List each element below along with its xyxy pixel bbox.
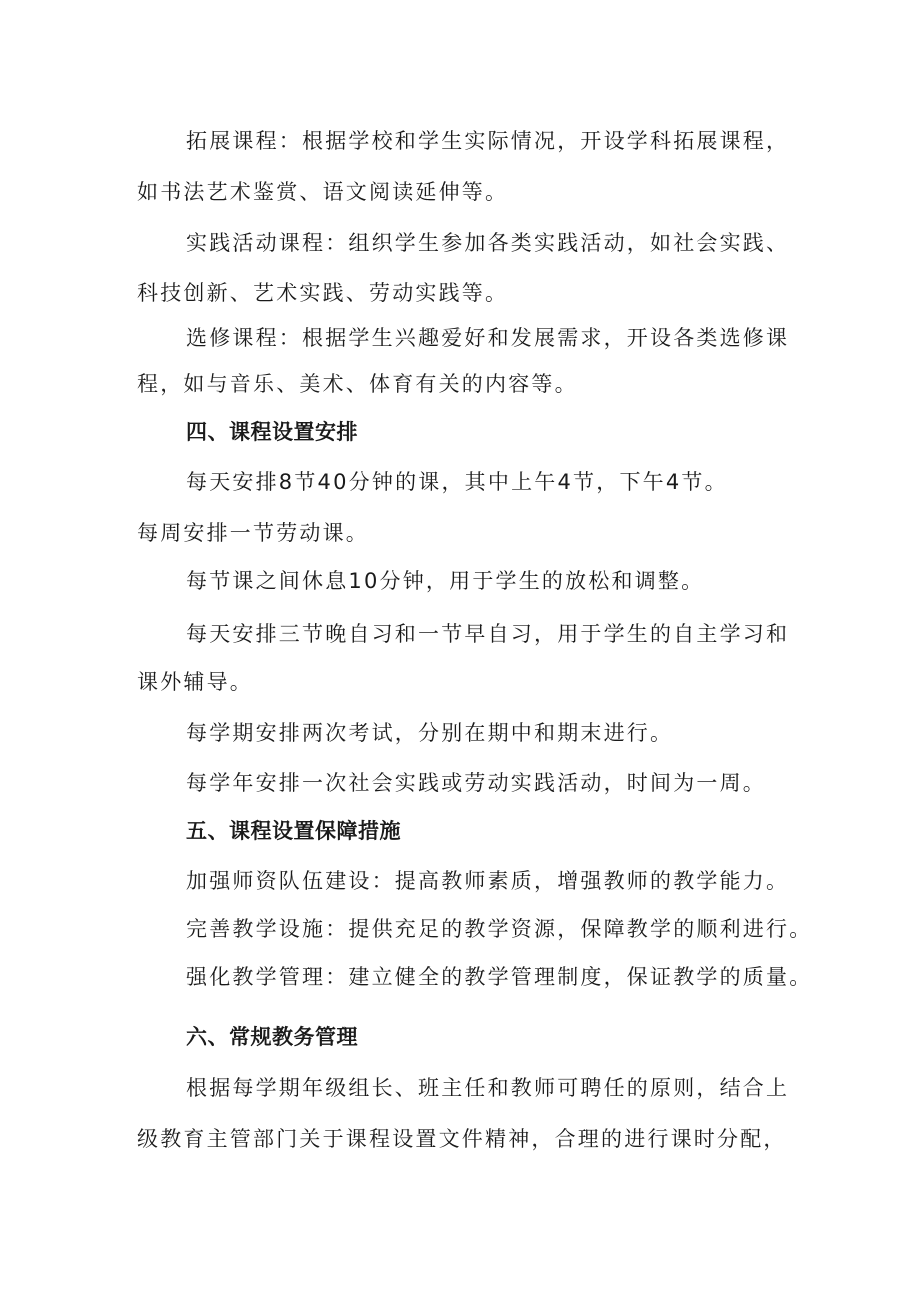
section-4-line: 课外辅导。 — [137, 670, 253, 694]
section-6-line: 根据每学期年级组长、班主任和教师可聘任的原则，结合上 — [186, 1076, 790, 1100]
section-6-heading: 六、常规教务管理 — [186, 1025, 358, 1049]
section-4-line: 每学年安排一次社会实践或劳动实践活动，时间为一周。 — [186, 771, 766, 795]
section-4-line: 每周安排一节劳动课。 — [137, 521, 369, 545]
section-4-line: 每天安排8节40分钟的课，其中上午4节，下午4节。 — [186, 470, 728, 494]
section-5-line: 完善教学设施：提供充足的教学资源，保障教学的顺利进行。 — [186, 917, 813, 941]
section-4-heading: 四、课程设置安排 — [186, 420, 358, 444]
section-5-heading: 五、课程设置保障措施 — [186, 819, 401, 843]
section-5-line: 强化教学管理：建立健全的教学管理制度，保证教学的质量。 — [186, 965, 813, 989]
paragraph-extension-course-line-2: 如书法艺术鉴赏、语文阅读延伸等。 — [137, 180, 509, 204]
paragraph-practice-course-line-1: 实践活动课程：组织学生参加各类实践活动，如社会实践、 — [186, 231, 790, 255]
section-5-line: 加强师资队伍建设：提高教师素质，增强教师的教学能力。 — [186, 869, 790, 893]
paragraph-practice-course-line-2: 科技创新、艺术实践、劳动实践等。 — [137, 281, 509, 305]
section-6-line: 级教育主管部门关于课程设置文件精神，合理的进行课时分配， — [137, 1127, 787, 1151]
paragraph-elective-course-line-1: 选修课程：根据学生兴趣爱好和发展需求，开设各类选修课 — [186, 326, 790, 350]
section-4-line: 每天安排三节晚自习和一节早自习，用于学生的自主学习和 — [186, 622, 790, 646]
section-4-line: 每节课之间休息10分钟，用于学生的放松和调整。 — [186, 569, 705, 593]
paragraph-extension-course-line-1: 拓展课程：根据学校和学生实际情况，开设学科拓展课程， — [186, 129, 790, 153]
paragraph-elective-course-line-2: 程，如与音乐、美术、体育有关的内容等。 — [137, 372, 578, 396]
section-4-line: 每学期安排两次考试，分别在期中和期末进行。 — [186, 721, 674, 745]
